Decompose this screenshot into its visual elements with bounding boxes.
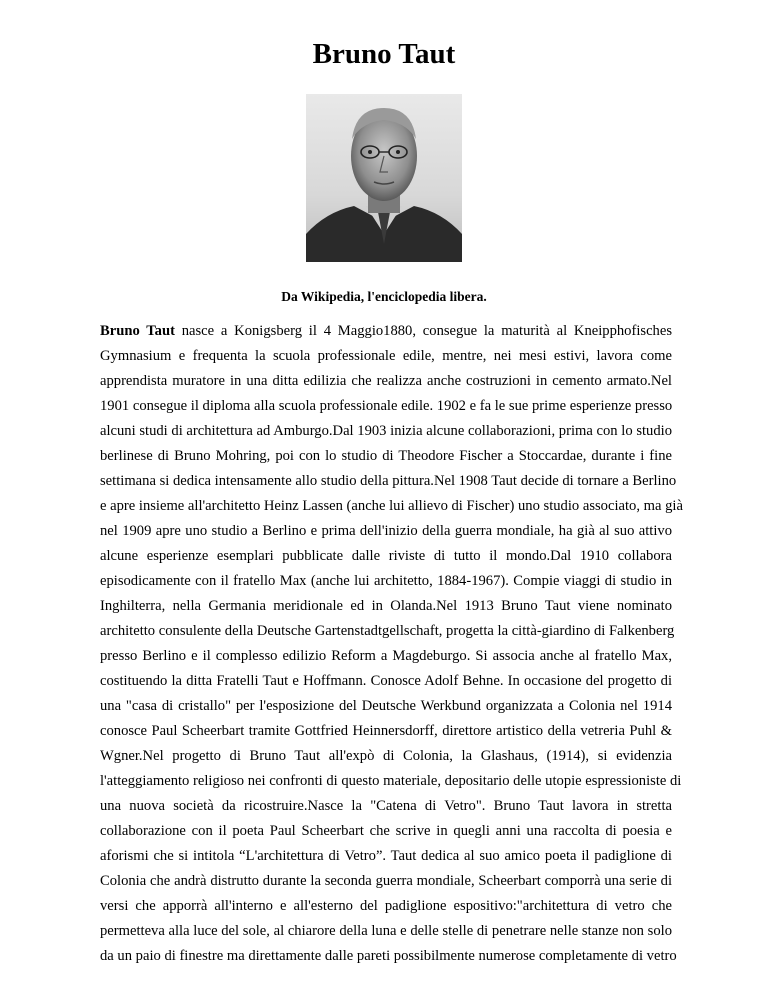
text-line: Wgner.Nel progetto di Bruno Taut all'expò di Colonia, la Glashaus, (1914), si evidenzia <box>100 748 672 764</box>
text-line: una "casa di cristallo" per l'esposizione del Deutsche Werkbund organizzata a Colonia nel 1914 <box>100 698 672 714</box>
text-line: una nuova società da ricostruire.Nasce la "Catena di Vetro". Bruno Taut lavora in stretta <box>100 798 672 814</box>
text-line-rest: nasce a Konigsberg il 4 Maggio1880, consegue la maturità al Kneipphofisches <box>174 323 673 339</box>
text-line: Colonia che andrà distrutto durante la seconda guerra mondiale, Scheerbart comporrà una serie di <box>100 873 672 889</box>
text-line: architetto consulente della Deutsche Gartenstadtgellschaft, progetta la città-giardino di Falkenberg <box>100 623 675 639</box>
text-line: aforismi che si intitola “L'architettura di Vetro”. Taut dedica al suo amico poeta il padiglione di <box>100 848 672 864</box>
text-line: versi che apporrà all'interno e all'esterno del padiglione espositivo:"architettura di vetro che <box>100 898 672 914</box>
portrait-image <box>306 94 462 262</box>
document-title: Bruno Taut <box>312 38 456 70</box>
biography-paragraph <box>100 320 683 970</box>
text-line: permetteva alla luce del sole, al chiarore della luna e delle stelle di penetrare nelle stanze non solo <box>100 923 672 939</box>
text-line: da un paio di finestre ma direttamente dalle pareti possibilmente numerose completamente di vetro <box>100 948 677 964</box>
text-line: e apre insieme all'architetto Heinz Lassen (anche lui allievo di Fischer) uno studio associato, ma già <box>100 498 683 514</box>
text-line: berlinese di Bruno Mohring, poi con lo studio di Theodore Fischer a Stoccardae, durante i fine <box>100 448 672 464</box>
text-line <box>100 320 672 345</box>
text-line: 1901 consegue il diploma alla scuola professionale edile. 1902 e fa le sue prime esperienze presso <box>100 398 673 414</box>
source-caption: Da Wikipedia, l'enciclopedia libera. <box>281 289 487 304</box>
text-line: presso Berlino e il complesso edilizio Reform a Magdeburgo. Si associa anche al fratello Max, <box>100 648 672 664</box>
text-line: conosce Paul Scheerbart tramite Gottfried Heinnersdorff, direttore artistico della vetreria Puhl & <box>100 723 672 739</box>
text-line: alcuni studi di architettura ad Amburgo.Dal 1903 inizia alcune collaborazioni, prima con lo studio <box>100 423 672 439</box>
text-line: episodicamente con il fratello Max (anche lui architetto, 1884-1967). Compie viaggi di studio in <box>100 573 672 589</box>
text-line: alcune esperienze esemplari pubblicate dalle riviste di tutto il mondo.Dal 1910 collabora <box>100 548 672 564</box>
text-line: nel 1909 apre uno studio a Berlino e prima dell'inizio della guerra mondiale, ha già al suo attivo <box>100 523 672 539</box>
text-line: Gymnasium e frequenta la scuola professionale edile, mentre, nei mesi estivi, lavora come <box>100 348 672 364</box>
text-line: l'atteggiamento religioso nei confronti di questo materiale, depositario delle utopie espressioniste di <box>100 773 682 789</box>
text-line: settimana si dedica intensamente allo studio della pittura.Nel 1908 Taut decide di tornare a Berlino <box>100 473 677 489</box>
text-line: apprendista muratore in una ditta edilizia che realizza anche costruzioni in cemento armato.Nel <box>100 373 672 389</box>
text-line: costituendo la ditta Fratelli Taut e Hoffmann. Conosce Adolf Behne. In occasione del progetto di <box>100 673 672 689</box>
portrait-photo <box>306 94 462 262</box>
text-line: collaborazione con il poeta Paul Scheerbart che scrive in quegli anni una raccolta di poesia e <box>100 823 672 839</box>
subject-name: Bruno Taut <box>100 323 175 339</box>
text-line: Inghilterra, nella Germania meridionale ed in Olanda.Nel 1913 Bruno Taut viene nominato <box>100 598 672 614</box>
